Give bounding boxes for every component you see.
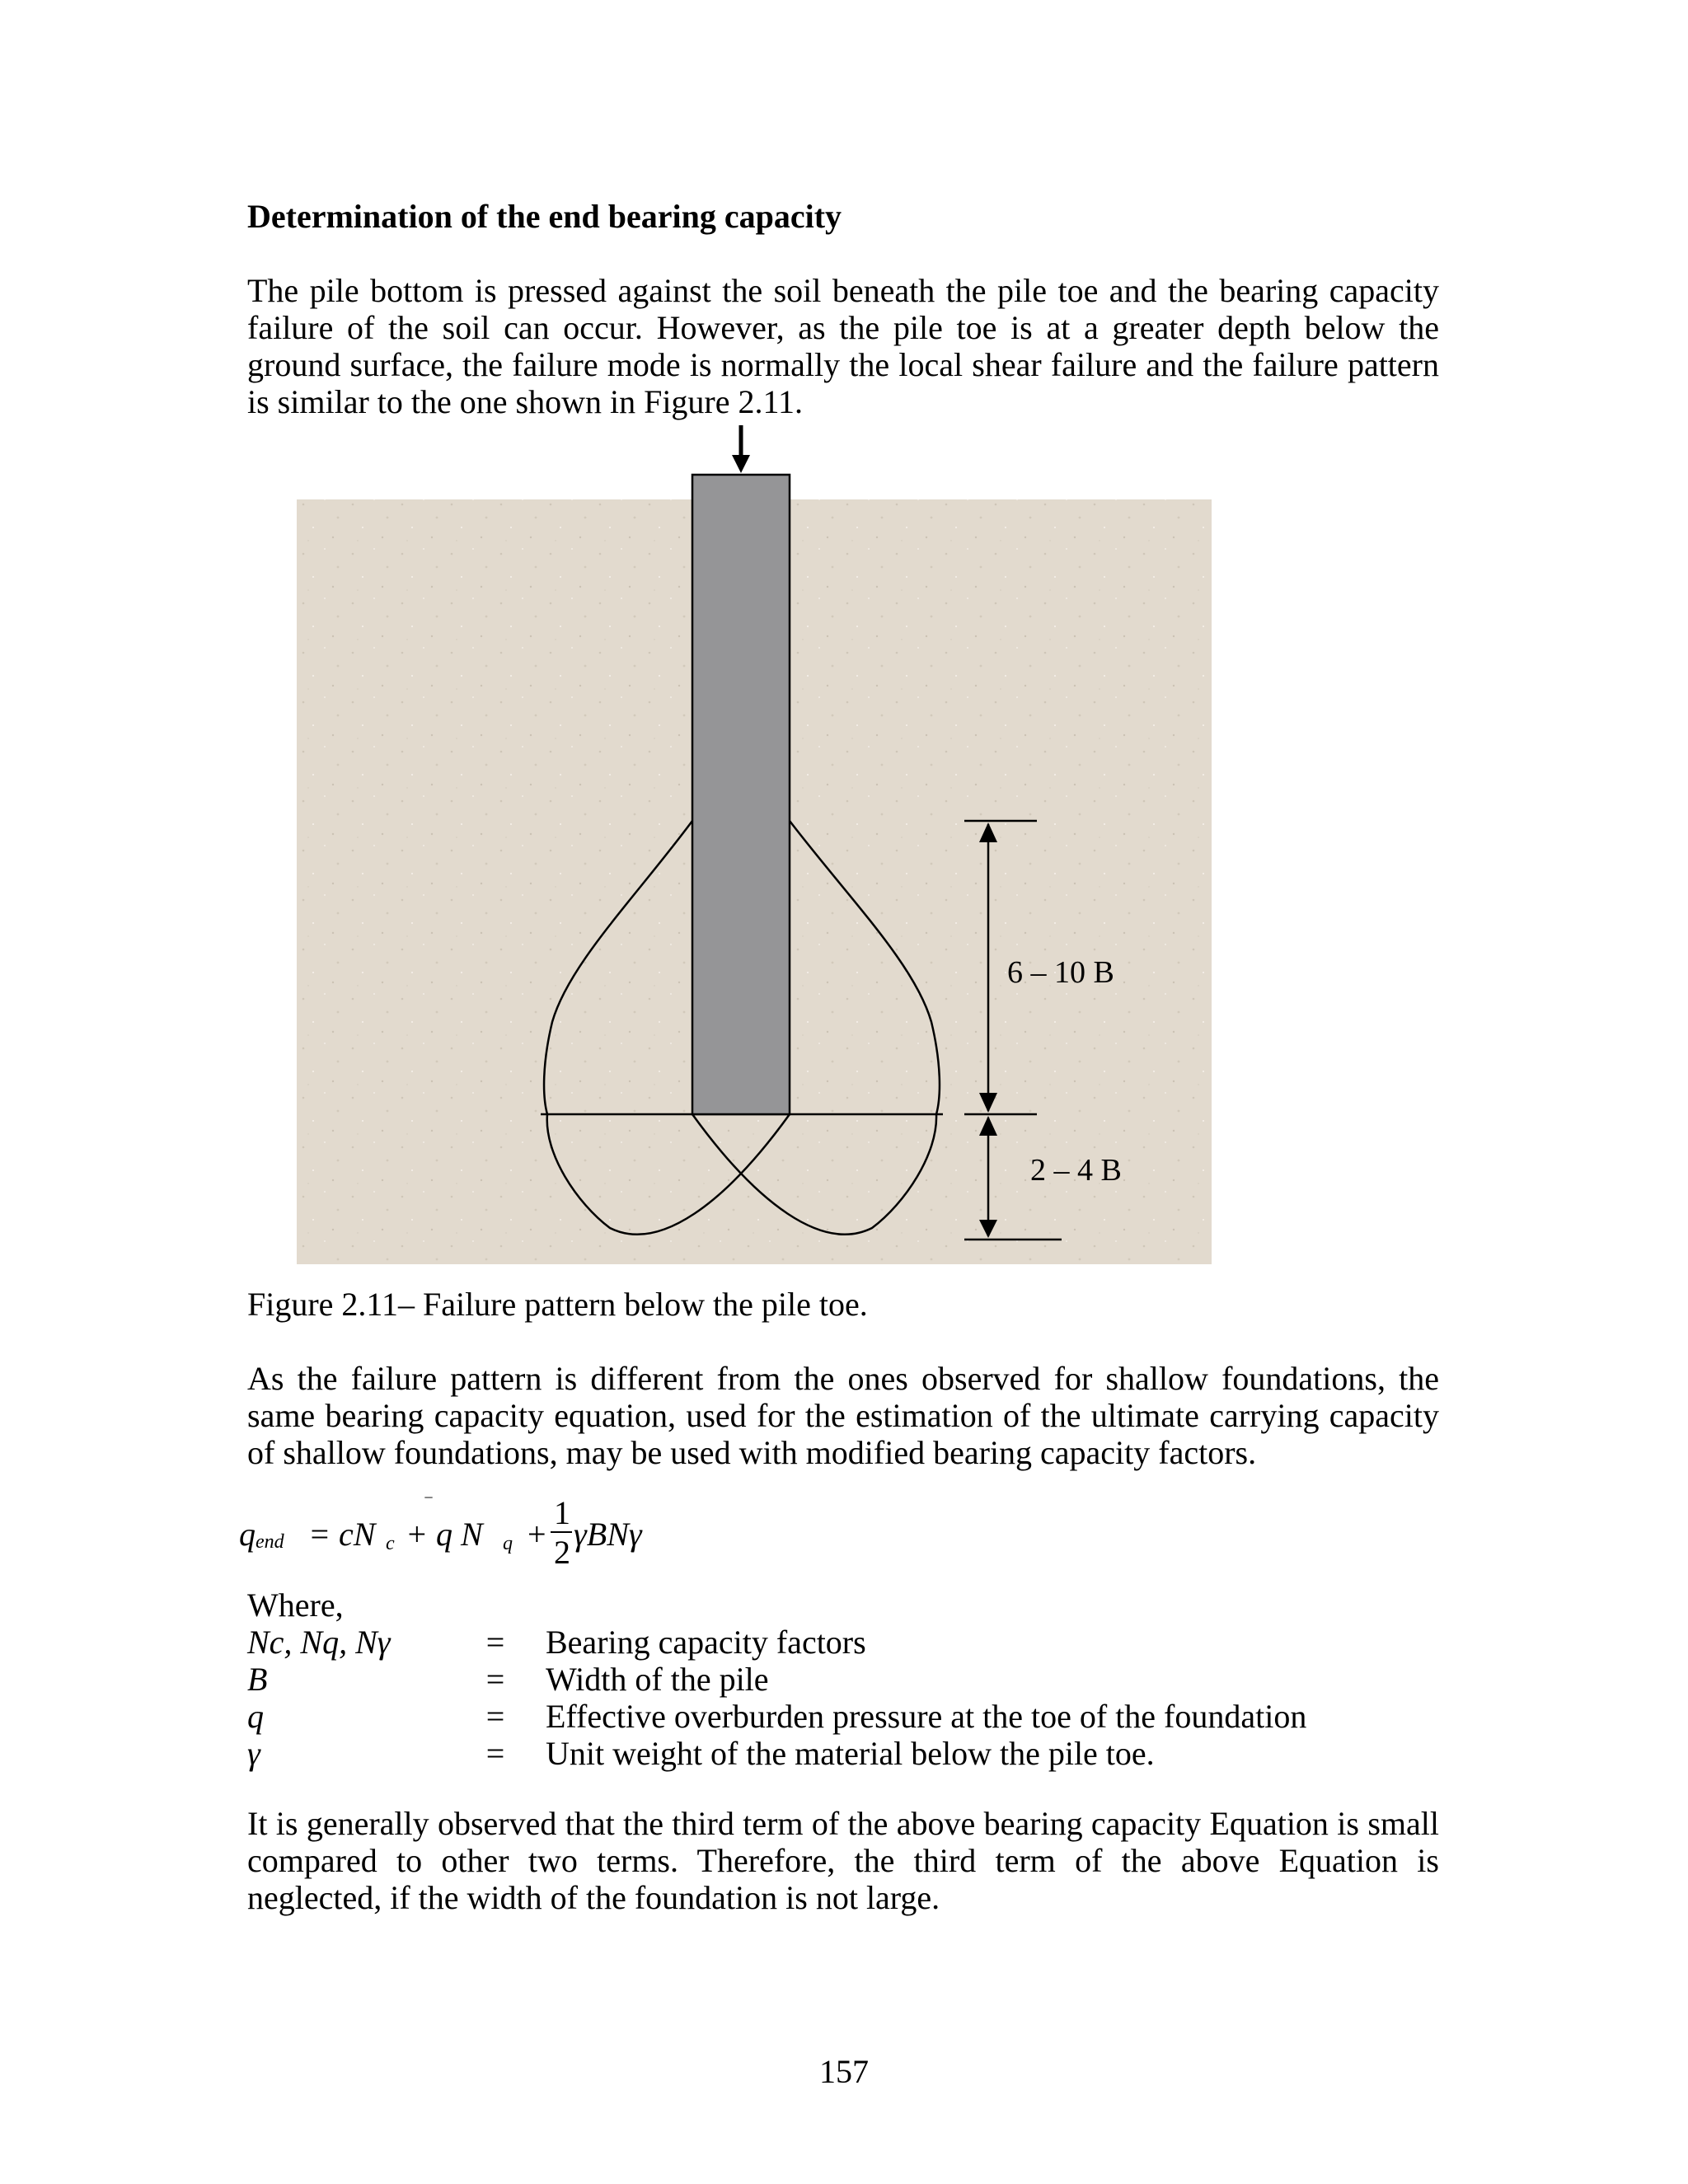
eq-c-term: = cN [308, 1516, 376, 1553]
eq-fraction-numerator: 1 [554, 1494, 570, 1531]
symbol-definitions [247, 1624, 1306, 1772]
definition-description: Bearing capacity factors [546, 1624, 866, 1661]
definition-description: Unit weight of the material below the pile toe. [546, 1735, 1155, 1772]
eq-plus: + [528, 1516, 546, 1553]
definition-row [247, 1735, 1306, 1772]
load-arrow-head [732, 455, 750, 473]
definition-row [247, 1661, 1306, 1698]
pile [692, 475, 790, 1114]
intro-paragraph: The pile bottom is pressed against the soil beneath the pile toe and the bearing capacity failure of the soil can occur. However, as the pile toe is at a greater depth below the ground surface, the failure mode is normally the local shear failure and the failure pattern is similar to the one shown in Figure 2.11. [247, 272, 1439, 420]
definition-symbol: B [247, 1661, 268, 1698]
eq-fraction-denominator: 2 [554, 1534, 570, 1571]
eq-gamma-term: γBNγ [574, 1516, 642, 1553]
dimension-label-lower: 2 – 4 B [1030, 1153, 1122, 1188]
definition-symbol: Nc, Nq, Nγ [247, 1624, 391, 1661]
eq-q-term-subscript: q [503, 1533, 513, 1554]
definition-row [247, 1624, 1306, 1661]
bearing-capacity-equation [239, 1490, 734, 1589]
dimension-label-upper: 6 – 10 B [1007, 955, 1114, 990]
eq-q: q [239, 1516, 256, 1553]
shallow-foundation-paragraph: As the failure pattern is different from the ones observed for shallow foundations, the same bearing capacity equation, used for the estimation of the ultimate carrying capacity of shallow foundations, may be used with modified bearing capacity factors. [247, 1360, 1439, 1471]
definition-symbol: q [247, 1698, 264, 1735]
page-number: 157 [819, 2053, 869, 2090]
eq-c-subscript: c [386, 1533, 395, 1554]
definition-equals: = [485, 1735, 505, 1772]
eq-q-term: + q N [406, 1516, 483, 1553]
eq-q-subscript: end [256, 1531, 284, 1553]
where-label: Where, [247, 1586, 344, 1624]
eq-q-overbar: ‾ [425, 1497, 432, 1518]
definition-symbol: γ [247, 1735, 260, 1772]
definition-equals: = [485, 1698, 505, 1735]
definition-equals: = [485, 1661, 505, 1698]
conclusion-paragraph: It is generally observed that the third term of the above bearing capacity Equation is small compared to other two terms. Therefore, the third term of the above Equation is neglected, if the width of the foundation is not large. [247, 1805, 1439, 1916]
section-heading: Determination of the end bearing capacity [247, 198, 842, 235]
definition-description: Effective overburden pressure at the toe of the foundation [546, 1698, 1307, 1735]
definition-row [247, 1698, 1306, 1735]
figure-caption: Figure 2.11– Failure pattern below the pile toe. [247, 1286, 868, 1323]
definition-equals: = [485, 1624, 505, 1661]
definition-description: Width of the pile [546, 1661, 769, 1698]
